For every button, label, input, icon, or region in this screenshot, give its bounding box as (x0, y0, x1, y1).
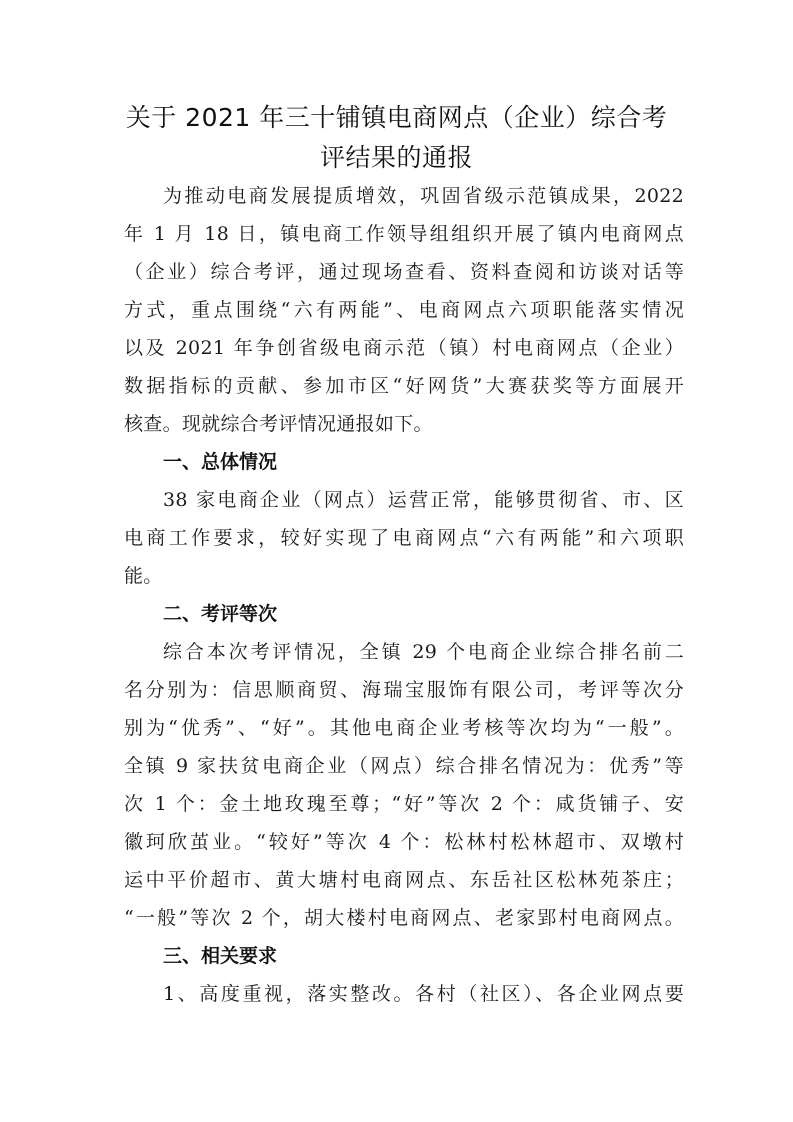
intro-line: 方式，重点围绕“六有两能”、电商网点六项职能落实情况 (124, 299, 684, 321)
intro-line: 以及 2021 年争创省级电商示范（镇）村电商网点（企业） (124, 337, 684, 359)
intro-line: 年 1 月 18 日，镇电商工作领导组组织开展了镇内电商网点 (124, 223, 684, 245)
intro-line: 数据指标的贡献、参加市区“好网货”大赛获奖等方面展开 (124, 375, 684, 397)
section1-line: 38 家电商企业（网点）运营正常，能够贯彻省、市、区 (163, 489, 684, 511)
intro-line: 核查。现就综合考评情况通报如下。 (124, 413, 433, 435)
section3-line: 1、高度重视，落实整改。各村（社区）、各企业网点要 (163, 983, 684, 1005)
section2-line: 次 1 个：金土地玫瑰至尊；“好”等次 2 个：咸货铺子、安 (124, 793, 684, 815)
section2-line: 全镇 9 家扶贫电商企业（网点）综合排名情况为：优秀”等 (124, 755, 684, 777)
section2-line: 运中平价超市、黄大塘村电商网点、东岳社区松林苑茶庄； (124, 869, 684, 891)
section1-line: 能。 (124, 565, 163, 587)
section2-line: 名分别为：信思顺商贸、海瑞宝服饰有限公司，考评等次分 (124, 679, 684, 701)
intro-line: 为推动电商发展提质增效，巩固省级示范镇成果，2022 (163, 185, 684, 207)
section2-line: 徽珂欣茧业。“较好”等次 4 个：松林村松林超市、双墩村 (124, 831, 684, 853)
document-title-line-2: 评结果的通报 (319, 143, 473, 172)
section2-line: 别为“优秀”、“好”。其他电商企业考核等次均为“一般”。 (124, 717, 684, 739)
section-heading-overview: 一、总体情况 (163, 451, 278, 473)
section-heading-requirements: 三、相关要求 (163, 945, 278, 967)
section-heading-ranking: 二、考评等次 (163, 603, 278, 625)
section2-line: “一般”等次 2 个，胡大楼村电商网点、老家郢村电商网点。 (124, 907, 684, 929)
intro-line: （企业）综合考评，通过现场查看、资料查阅和访谈对话等 (124, 261, 684, 283)
section1-line: 电商工作要求，较好实现了电商网点“六有两能”和六项职 (124, 527, 684, 549)
section2-line: 综合本次考评情况，全镇 29 个电商企业综合排名前二 (163, 641, 684, 663)
document-title-line-1: 关于 2021 年三十铺镇电商网点（企业）综合考 (125, 103, 668, 132)
